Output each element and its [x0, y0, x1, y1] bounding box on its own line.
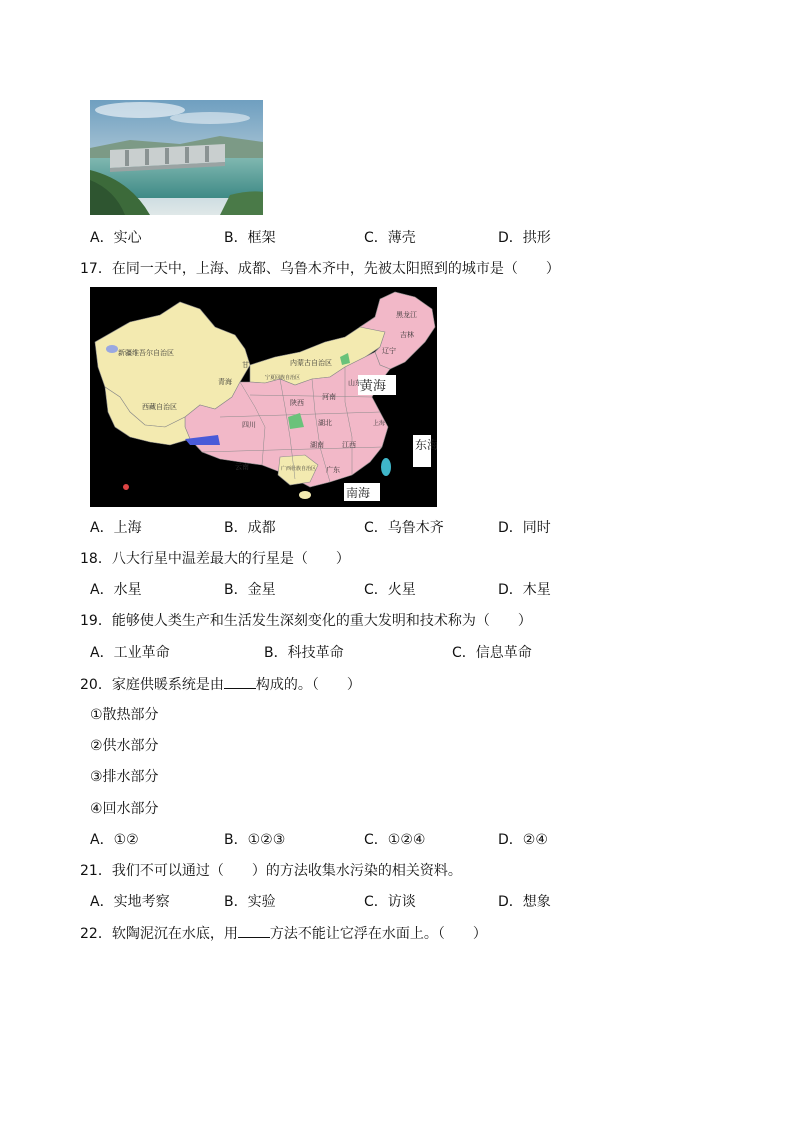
q20-item-2: ②供水部分 — [90, 738, 159, 754]
map-label-nanhai: 南海 — [346, 486, 371, 500]
q20-option-b[interactable]: B．①②③ — [224, 832, 286, 848]
q17-stem: 17．在同一天中，上海、成都、乌鲁木齐中，先被太阳照到的城市是（ ） — [80, 261, 560, 277]
map-label-guangxi: 广西壮族自治区 — [281, 466, 317, 472]
q21-option-a[interactable]: A．实地考察 — [90, 894, 170, 910]
q17-option-b[interactable]: B．成都 — [224, 520, 276, 536]
q18-option-c[interactable]: C．火星 — [364, 582, 416, 598]
q18-stem: 18．八大行星中温差最大的行星是（ ） — [80, 551, 350, 567]
q20-item-1: ①散热部分 — [90, 707, 159, 723]
map-label-sichuan: 四川 — [242, 421, 256, 429]
q22-stem-after: 方法不能让它浮在水面上。（ ） — [269, 926, 487, 942]
q20-stem — [80, 674, 361, 695]
map-label-huanghai: 黄海 — [360, 379, 387, 394]
q21-option-b[interactable]: B．实验 — [224, 894, 276, 910]
q20-blank — [224, 674, 256, 689]
map-label-yunnan: 云南 — [235, 463, 249, 471]
map-label-guangdong: 广东 — [326, 466, 340, 474]
q19-option-b[interactable]: B．科技革命 — [264, 645, 344, 661]
q20-option-d[interactable]: D．②④ — [498, 832, 548, 848]
map-label-neimeng: 内蒙古自治区 — [290, 359, 332, 367]
map-label-gansu: 甘 — [242, 361, 249, 369]
china-map-illustration — [90, 287, 437, 507]
q21-option-c[interactable]: C．访谈 — [364, 894, 416, 910]
map-label-henan: 河南 — [322, 393, 336, 401]
map-label-xinjiang: 新疆维吾尔自治区 — [118, 349, 174, 357]
dam-photo — [90, 100, 263, 215]
map-label-shandong: 山东 — [348, 379, 362, 387]
map-label-shaanxi: 陕西 — [290, 399, 304, 407]
map-label-jilin: 吉林 — [400, 331, 414, 339]
q17-option-a[interactable]: A．上海 — [90, 520, 142, 536]
q22-stem-before: 22．软陶泥沉在水底，用 — [80, 926, 238, 942]
q20-stem-after: 构成的。（ ） — [255, 677, 361, 693]
q20-option-c[interactable]: C．①②④ — [364, 832, 426, 848]
map-label-tibet: 西藏自治区 — [142, 403, 177, 411]
q16-option-a[interactable]: A．实心 — [90, 230, 142, 246]
q16-option-d[interactable]: D．拱形 — [498, 230, 551, 246]
q21-option-d[interactable]: D．想象 — [498, 894, 551, 910]
q19-stem: 19．能够使人类生产和生活发生深刻变化的重大发明和技术称为（ ） — [80, 613, 532, 629]
map-label-heilongjiang: 黑龙江 — [396, 311, 417, 319]
q17-option-c[interactable]: C．乌鲁木齐 — [364, 520, 444, 536]
dam-photo-illustration — [90, 100, 263, 215]
q17-option-d[interactable]: D．同时 — [498, 520, 551, 536]
q19-option-c[interactable]: C．信息革命 — [452, 645, 532, 661]
q22-stem — [80, 923, 487, 944]
q20-option-a[interactable]: A．①② — [90, 832, 139, 848]
map-label-hubei: 湖北 — [318, 419, 332, 427]
map-label-liaoning: 辽宁 — [382, 347, 396, 355]
map-label-shanghai: 上海 — [373, 420, 386, 427]
q20-item-3: ③排水部分 — [90, 769, 159, 785]
q20-item-4: ④回水部分 — [90, 801, 159, 817]
q19-option-a[interactable]: A．工业革命 — [90, 645, 170, 661]
map-label-qinghai: 青海 — [218, 378, 232, 386]
q18-option-d[interactable]: D．木星 — [498, 582, 551, 598]
q18-option-b[interactable]: B．金星 — [224, 582, 276, 598]
china-map — [90, 287, 437, 507]
map-label-ningxia: 宁夏回族自治区 — [265, 375, 301, 381]
map-label-jiangxi: 江西 — [342, 441, 356, 449]
map-label-hunan: 湖南 — [310, 441, 324, 449]
q18-option-a[interactable]: A．水星 — [90, 582, 142, 598]
map-label-donghai: 东海 — [415, 438, 437, 452]
q16-option-c[interactable]: C．薄壳 — [364, 230, 416, 246]
q20-stem-before: 20．家庭供暖系统是由 — [80, 677, 224, 693]
q21-stem: 21．我们不可以通过（ ）的方法收集水污染的相关资料。 — [80, 863, 462, 879]
q16-option-b[interactable]: B．框架 — [224, 230, 276, 246]
q22-blank — [238, 923, 270, 938]
